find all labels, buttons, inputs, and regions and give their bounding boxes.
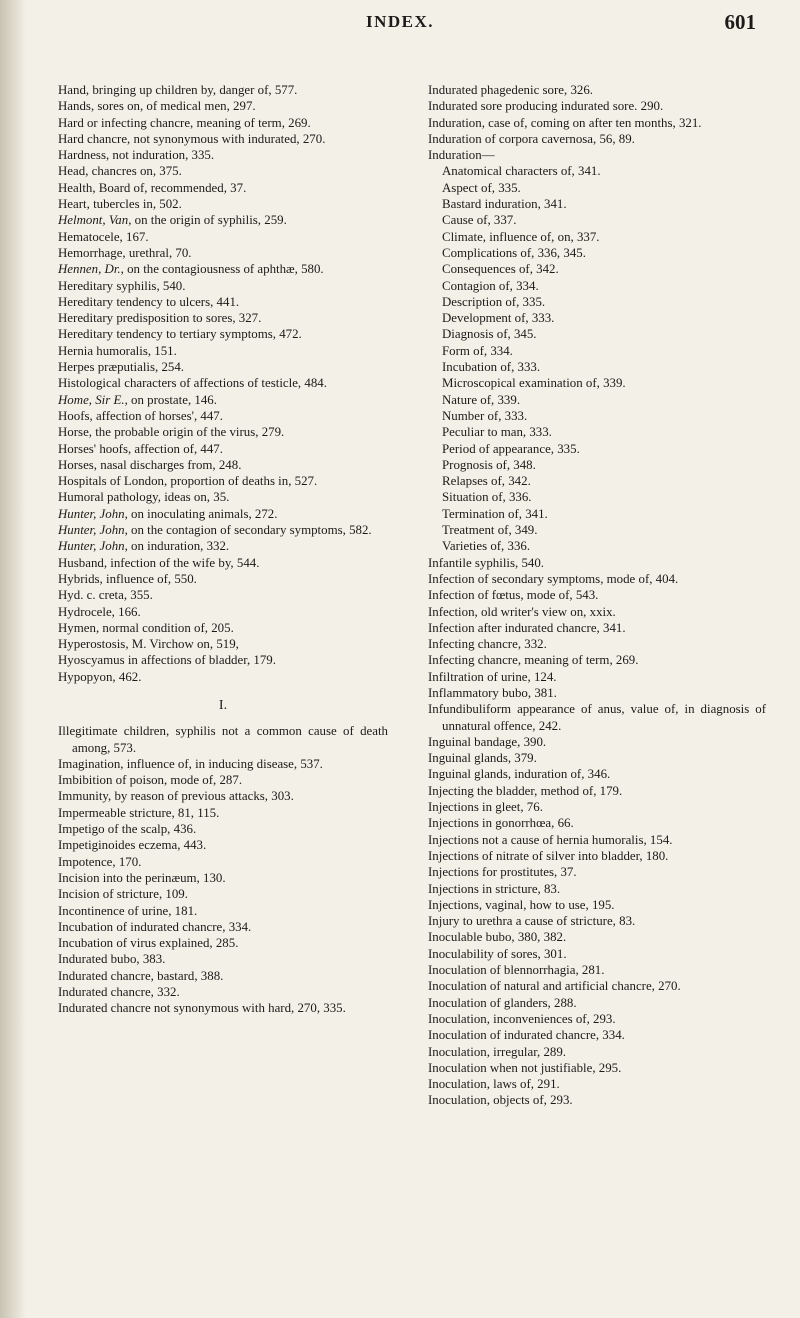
index-entry: Induration of corpora cavernosa, 56, 89.: [428, 131, 635, 146]
index-entry: Induration, case of, coming on after ten months, 321.: [428, 115, 702, 130]
index-entry: Horses, nasal discharges from, 248.: [58, 457, 242, 472]
left-column: [58, 82, 388, 1017]
index-entry: Injections of nitrate of silver into bladder, 180.: [428, 848, 669, 863]
index-entry: Hand, bringing up children by, danger of, 577.: [58, 83, 298, 97]
index-entry: Incontinence of urine, 181.: [58, 903, 198, 918]
index-entry: Impetigo of the scalp, 436.: [58, 822, 197, 837]
index-entry: Hereditary predisposition to sores, 327.: [58, 311, 262, 326]
index-entry: Bastard induration, 341.: [442, 197, 567, 212]
index-entry: Hymen, normal condition of, 205.: [58, 620, 234, 635]
index-entry: Hemorrhage, urethral, 70.: [58, 245, 192, 260]
index-entry: Climate, influence of, on, 337.: [442, 229, 600, 244]
index-entry: Health, Board of, recommended, 37.: [58, 180, 247, 195]
index-section-i: [58, 723, 388, 1016]
index-entry: Hereditary syphilis, 540.: [58, 278, 186, 293]
index-entry: Situation of, 336.: [442, 490, 532, 505]
index-entry: Indurated bubo, 383.: [58, 952, 166, 967]
index-entry: Infection, old writer's view on, xxix.: [428, 604, 616, 619]
index-entry: Hernia humoralis, 151.: [58, 343, 177, 358]
index-entry: Prognosis of, 348.: [442, 457, 536, 472]
index-entry: Humoral pathology, ideas on, 35.: [58, 490, 230, 505]
index-entry: Indurated sore producing indurated sore. 290.: [428, 99, 664, 114]
index-section-inf: [428, 555, 766, 1109]
index-entry: Relapses of, 342.: [442, 474, 531, 489]
index-entry: Complications of, 336, 345.: [442, 245, 586, 260]
index-entry: Inoculation, inconveniences of, 293.: [428, 1011, 616, 1026]
index-entry: Inguinal glands, induration of, 346.: [428, 767, 611, 782]
index-entry: Incision of stricture, 109.: [58, 887, 188, 902]
index-entry: Hunter, John, on the contagion of secondary symptoms, 582.: [58, 523, 372, 538]
index-entry: Hypopyon, 462.: [58, 669, 142, 684]
index-entry: Peculiar to man, 333.: [442, 425, 552, 440]
index-entry: Anatomical characters of, 341.: [442, 164, 601, 179]
index-entry: Hospitals of London, proportion of deaths in, 527.: [58, 474, 318, 489]
induration-subentries: [428, 163, 766, 554]
index-entry: Heart, tubercles in, 502.: [58, 197, 182, 212]
index-entry: Hard chancre, not synonymous with indurated, 270.: [58, 131, 326, 146]
index-entry: Injections, vaginal, how to use, 195.: [428, 897, 615, 912]
index-entry: Indurated phagedenic sore, 326.: [428, 83, 594, 97]
index-entry: Inoculation when not justifiable, 295.: [428, 1060, 622, 1075]
index-entry: Impermeable stricture, 81, 115.: [58, 805, 220, 820]
index-entry: Injections in gleet, 76.: [428, 800, 543, 815]
index-entry: Development of, 333.: [442, 311, 555, 326]
index-entry: Microscopical examination of, 339.: [442, 376, 626, 391]
index-entry: Incubation of, 333.: [442, 360, 541, 375]
index-entry: Hereditary tendency to tertiary symptoms, 472.: [58, 327, 302, 342]
index-entry: Hereditary tendency to ulcers, 441.: [58, 294, 240, 309]
index-entry: Helmont, Van, on the origin of syphilis, 259.: [58, 213, 287, 228]
index-entry: Home, Sir E., on prostate, 146.: [58, 392, 217, 407]
page-number: 601: [724, 10, 756, 34]
index-entry: Hands, sores on, of medical men, 297.: [58, 99, 256, 114]
index-section-h: [58, 82, 388, 685]
index-entry: Head, chancres on, 375.: [58, 164, 182, 179]
index-entry: Inoculable bubo, 380, 382.: [428, 930, 567, 945]
index-entry: Aspect of, 335.: [442, 180, 521, 195]
index-entry: Injections not a cause of hernia humoralis, 154.: [428, 832, 673, 847]
index-entry: Consequences of, 342.: [442, 262, 559, 277]
index-entry: Infantile syphilis, 540.: [428, 555, 545, 570]
index-entry: Hematocele, 167.: [58, 229, 149, 244]
index-entry: Varieties of, 336.: [442, 539, 531, 554]
index-entry: Incubation of virus explained, 285.: [58, 936, 239, 951]
index-entry: Inguinal glands, 379.: [428, 751, 537, 766]
index-entry: Horses' hoofs, affection of, 447.: [58, 441, 223, 456]
index-entry: Inflammatory bubo, 381.: [428, 685, 557, 700]
index-entry: Hybrids, influence of, 550.: [58, 571, 197, 586]
index-entry: Inguinal bandage, 390.: [428, 734, 547, 749]
index-entry: Indurated chancre, bastard, 388.: [58, 968, 224, 983]
index-entry: Inoculation of glanders, 288.: [428, 995, 577, 1010]
index-entry: Husband, infection of the wife by, 544.: [58, 555, 260, 570]
index-entry: Contagion of, 334.: [442, 278, 539, 293]
index-entry: Treatment of, 349.: [442, 523, 538, 538]
index-entry: Hyperostosis, M. Virchow on, 519,: [58, 637, 239, 652]
index-entry: Injecting the bladder, method of, 179.: [428, 783, 623, 798]
index-entry: Infection after indurated chancre, 341.: [428, 620, 626, 635]
index-entry: Inoculation, laws of, 291.: [428, 1077, 560, 1092]
index-entry: Indurated chancre not synonymous with hard, 270, 335.: [58, 1001, 346, 1016]
index-entry: Infecting chancre, 332.: [428, 637, 547, 652]
index-entry: Inoculation of indurated chancre, 334.: [428, 1028, 625, 1043]
index-entry: Herpes præputialis, 254.: [58, 360, 185, 375]
index-entry: Incision into the perinæum, 130.: [58, 870, 226, 885]
index-entry: Infection of secondary symptoms, mode of, 404.: [428, 571, 679, 586]
index-entry: Inoculation, objects of, 293.: [428, 1093, 573, 1108]
index-entry: Hunter, John, on induration, 332.: [58, 539, 230, 554]
index-entry: Number of, 333.: [442, 408, 528, 423]
index-entry: Injections in stricture, 83.: [428, 881, 561, 896]
running-header: INDEX.: [365, 12, 435, 31]
index-entry: Incubation of indurated chancre, 334.: [58, 919, 252, 934]
index-entry: Hunter, John, on inoculating animals, 272.: [58, 506, 278, 521]
index-entry: Impetiginoides eczema, 443.: [58, 838, 207, 853]
index-entry: Hoofs, affection of horses', 447.: [58, 408, 223, 423]
index-entry: Induration—: [428, 148, 495, 163]
index-entry: Immunity, by reason of previous attacks, 303.: [58, 789, 294, 804]
index-entry: Infection of fœtus, mode of, 543.: [428, 588, 599, 603]
index-entry: Inoculation, irregular, 289.: [428, 1044, 567, 1059]
index-entry: Period of appearance, 335.: [442, 441, 580, 456]
index-entry: Inoculation of natural and artificial chancre, 270.: [428, 979, 681, 994]
index-entry: Imbibition of poison, mode of, 287.: [58, 773, 243, 788]
page-binding-edge: [0, 0, 26, 1318]
right-column: [428, 82, 766, 1109]
index-entry: Infecting chancre, meaning of term, 269.: [428, 653, 639, 668]
index-entry: Injections in gonorrhœa, 66.: [428, 816, 574, 831]
index-entry: Hyd. c. creta, 355.: [58, 588, 153, 603]
index-entry: Horse, the probable origin of the virus, 279.: [58, 425, 285, 440]
index-entry: Description of, 335.: [442, 294, 546, 309]
index-entry: Inoculability of sores, 301.: [428, 946, 567, 961]
index-entry: Illegitimate children, syphilis not a common cause of death among, 573.: [58, 724, 388, 755]
index-entry: Diagnosis of, 345.: [442, 327, 537, 342]
index-entry: Hardness, not induration, 335.: [58, 148, 215, 163]
index-entry: Infiltration of urine, 124.: [428, 669, 557, 684]
index-entry: Injury to urethra a cause of stricture, 83.: [428, 914, 636, 929]
index-entry: Hard or infecting chancre, meaning of term, 269.: [58, 115, 311, 130]
index-entry: Termination of, 341.: [442, 506, 548, 521]
index-entry: Injections for prostitutes, 37.: [428, 865, 577, 880]
index-entry: Histological characters of affections of testicle, 484.: [58, 376, 327, 391]
section-letter-i: I.: [218, 697, 228, 713]
index-entry: Hydrocele, 166.: [58, 604, 141, 619]
index-entry: Indurated chancre, 332.: [58, 985, 180, 1000]
index-entry: Hennen, Dr., on the contagiousness of aphthæ, 580.: [58, 262, 324, 277]
index-entry: Impotence, 170.: [58, 854, 142, 869]
index-entry: Inoculation of blennorrhagia, 281.: [428, 963, 605, 978]
index-entry: Infundibuliform appearance of anus, value of, in diagnosis of unnatural offence, 242.: [428, 702, 766, 733]
index-entry: Nature of, 339.: [442, 392, 521, 407]
index-entry: Hyoscyamus in affections of bladder, 179.: [58, 653, 276, 668]
index-entry: Cause of, 337.: [442, 213, 517, 228]
index-entry: Imagination, influence of, in inducing disease, 537.: [58, 756, 323, 771]
index-entry: Form of, 334.: [442, 343, 513, 358]
index-section-in: [428, 82, 766, 163]
